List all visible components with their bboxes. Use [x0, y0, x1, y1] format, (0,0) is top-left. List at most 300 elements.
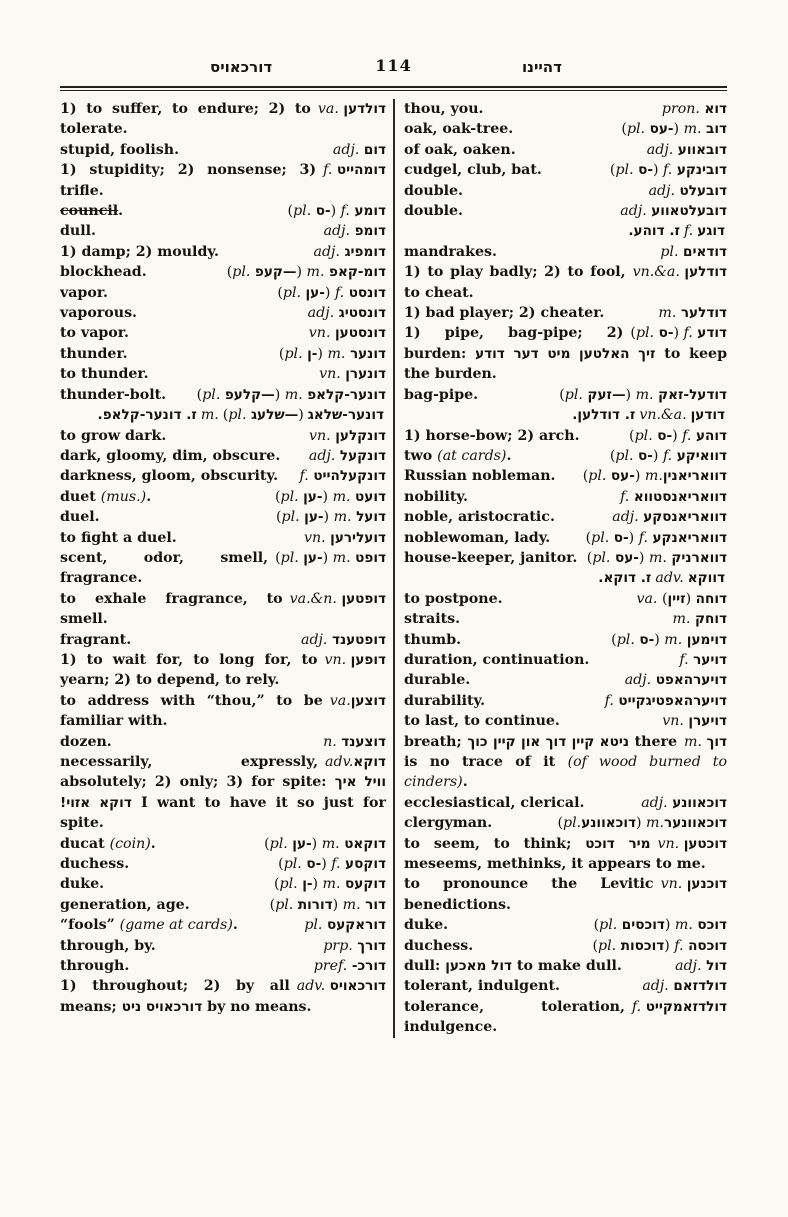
hebrew-text: דול — [706, 958, 727, 975]
grammar-tag: adj. — [642, 978, 674, 995]
entry-definition — [60, 876, 104, 892]
entry-headword — [630, 323, 727, 343]
entry-headword — [333, 140, 386, 160]
definition-text: “fools” — [60, 917, 120, 934]
definition-text: durable. — [404, 672, 471, 689]
entry-definition — [404, 591, 503, 607]
grammar-tag: vn. — [308, 325, 335, 342]
definition-text: ( — [629, 427, 635, 444]
hebrew-text: דוכטען — [683, 835, 727, 852]
dictionary-entry — [404, 874, 727, 915]
dictionary-entry — [404, 466, 727, 486]
grammar-tag: vn.&a. — [632, 264, 685, 281]
entry-headword — [636, 589, 727, 609]
entry-headword — [583, 466, 727, 486]
entry-headword — [275, 487, 386, 507]
definition-text: . — [506, 447, 512, 464]
grammar-tag: pl. — [275, 896, 298, 913]
definition-text: I want to have it so just for spite. — [60, 794, 386, 832]
dictionary-entry — [404, 140, 727, 160]
entry-definition — [404, 876, 654, 912]
dictionary-entry — [60, 426, 386, 446]
entry-definition — [60, 325, 129, 341]
grammar-tag: m. — [342, 896, 366, 913]
definition-text: duke. — [404, 917, 449, 934]
grammar-tag: adj. — [620, 203, 652, 220]
grammar-tag: pl. — [202, 386, 225, 403]
grammar-tag: m. — [664, 631, 687, 648]
dictionary-entry — [404, 915, 727, 935]
hebrew-text: דוב — [706, 121, 727, 138]
dictionary-entry — [404, 589, 727, 609]
hebrew-text: -ס — [638, 447, 653, 464]
dictionary-entry — [60, 507, 386, 527]
entry-definition — [404, 203, 463, 219]
hebrew-text: זיך האלטען מיט דער דודע — [475, 345, 656, 362]
grammar-tag: m. — [200, 407, 219, 424]
entry-headword — [330, 691, 386, 711]
grammar-tag: pref. — [313, 958, 352, 975]
grammar-tag: f. — [663, 162, 677, 179]
hebrew-text: דודלען — [684, 264, 727, 281]
dictionary-entry — [60, 344, 386, 364]
hebrew-text: דור — [365, 896, 386, 913]
entry-headword — [632, 997, 727, 1017]
entry-headword — [649, 181, 727, 201]
header-rule — [60, 86, 727, 91]
definition-text: oak, oak-tree. — [404, 121, 514, 138]
definition-text: to seem, to think; — [404, 835, 586, 852]
grammar-tag: adj. — [332, 141, 364, 158]
definition-text: duet — [60, 488, 101, 505]
hebrew-text: ז. דוהע. — [628, 223, 680, 240]
grammar-tag: f. — [334, 284, 349, 301]
grammar-tag: vn. — [324, 651, 351, 668]
hebrew-text: דוקעס — [345, 876, 386, 893]
definition-text: ( — [269, 896, 276, 913]
definition-text: ducat — [60, 835, 110, 852]
entry-headword — [314, 242, 386, 262]
dictionary-entry — [60, 303, 386, 323]
hebrew-text: דונסטען — [334, 325, 386, 342]
dictionary-entry — [404, 303, 727, 323]
dictionary-entry — [404, 487, 727, 507]
hebrew-text: —זעק — [587, 386, 626, 403]
hebrew-text: דויערן — [688, 713, 727, 730]
grammar-tag: (game at cards) — [119, 917, 233, 934]
grammar-tag: pl. — [635, 325, 659, 342]
column-left — [60, 99, 393, 1038]
entry-definition — [60, 652, 317, 688]
grammar-tag: pl. — [598, 937, 621, 954]
entry-definition — [60, 285, 108, 301]
definition-text: through, by. — [60, 937, 156, 954]
entry-headword — [675, 956, 727, 976]
entry-headword — [274, 874, 386, 894]
grammar-tag: f. — [682, 427, 696, 444]
dictionary-entry — [60, 364, 386, 384]
definition-text: ( — [609, 162, 616, 179]
hebrew-text: -ס — [658, 325, 674, 342]
definition-text: ( — [611, 631, 617, 648]
hebrew-text: דום — [363, 141, 386, 158]
entry-definition — [404, 305, 604, 321]
entry-definition — [404, 142, 516, 158]
dictionary-entry — [60, 956, 386, 976]
grammar-tag: va.&n. — [289, 590, 342, 607]
dictionary-columns — [60, 99, 727, 1038]
definition-text: ) — [330, 203, 341, 220]
dictionary-entry — [404, 813, 727, 833]
definition-text: noblewoman, lady. — [404, 529, 551, 546]
definition-text: ) — [654, 631, 665, 648]
entry-headword — [559, 385, 727, 405]
definition-text: thumb. — [404, 631, 462, 648]
grammar-tag: m. — [683, 121, 707, 138]
entry-definition — [404, 530, 550, 546]
hebrew-text: ז. דוקא. — [598, 570, 652, 587]
entry-definition — [60, 305, 137, 321]
entry-headword — [620, 487, 727, 507]
definition-text: . — [118, 203, 124, 220]
dictionary-entry — [60, 283, 386, 303]
definition-text: duel. — [60, 509, 100, 526]
definition-text: ( — [274, 876, 280, 893]
definition-text: ) — [625, 386, 636, 403]
hebrew-text: דועל — [356, 509, 386, 526]
grammar-tag: pl. — [283, 856, 307, 873]
hebrew-text: -ס — [639, 631, 655, 648]
definition-text: generation, age. — [60, 896, 190, 913]
grammar-tag: pl. — [626, 121, 650, 138]
hebrew-text: דוקאט — [344, 835, 386, 852]
grammar-tag: pl. — [660, 243, 683, 260]
dictionary-entry — [404, 650, 727, 670]
entry-definition — [404, 917, 448, 933]
definition-text: ) — [317, 345, 328, 362]
entry-headword — [308, 303, 386, 323]
entry-definition — [404, 734, 727, 791]
hebrew-text: דווארניק — [671, 549, 727, 566]
entry-definition — [60, 203, 123, 219]
hebrew-text: —קעפ — [254, 264, 297, 281]
dictionary-entry — [404, 793, 727, 813]
definition-text: necessarily, expressly, absolutely; 2) only; 3) for spite: — [60, 754, 335, 791]
grammar-tag: m. — [635, 386, 659, 403]
definition-text: duchess. — [60, 856, 130, 873]
dictionary-entry — [60, 854, 386, 874]
dictionary-entry — [404, 609, 727, 629]
grammar-tag: pron. — [661, 101, 705, 117]
entry-headword — [300, 466, 386, 486]
definition-text: to grow dark. — [60, 427, 167, 444]
grammar-tag: pl. — [280, 549, 304, 566]
dictionary-entry — [404, 691, 727, 711]
entry-definition — [60, 244, 219, 260]
cross-reference-line — [404, 568, 727, 588]
dictionary-entry — [404, 242, 727, 262]
hebrew-text: דודע — [697, 325, 727, 342]
hebrew-text: דונסט — [348, 284, 386, 301]
grammar-tag: f. — [638, 529, 653, 546]
dictionary-entry — [60, 487, 386, 507]
hebrew-text: דוחה — [695, 590, 727, 607]
grammar-tag: adv. — [655, 570, 684, 587]
entry-headword — [658, 834, 728, 854]
dictionary-entry — [60, 589, 386, 630]
grammar-tag: f. — [662, 447, 677, 464]
dictionary-entry — [404, 711, 727, 731]
dictionary-entry — [404, 181, 727, 201]
dictionary-entry — [60, 160, 386, 201]
hebrew-text: דומפיג — [344, 243, 386, 260]
definition-text: ) — [636, 815, 647, 832]
grammar-tag: m. — [332, 488, 356, 505]
entry-definition — [404, 468, 556, 484]
grammar-tag: m. — [306, 264, 330, 281]
grammar-tag: pl. — [282, 284, 306, 301]
grammar-tag: f. — [679, 651, 694, 668]
grammar-tag: f. — [683, 325, 698, 342]
entry-definition — [404, 938, 473, 954]
hebrew-text: דוקא — [353, 754, 386, 770]
hebrew-text: דולדזאמקייט — [645, 998, 727, 1015]
hebrew-text: דונער-שלאג — [307, 407, 384, 424]
entry-headword — [325, 752, 386, 772]
grammar-tag: pl. — [564, 386, 588, 403]
definition-text: ) — [321, 856, 332, 873]
definition-text: dull. — [60, 223, 96, 240]
hebrew-text: דוואיקע — [676, 447, 727, 464]
definition-text: ) — [673, 325, 684, 342]
entry-headword — [304, 915, 386, 935]
entry-headword — [658, 303, 727, 323]
definition-text: ) — [323, 509, 334, 526]
definition-text: to fight a duel. — [60, 529, 177, 546]
hebrew-text: -ען — [303, 549, 323, 566]
grammar-tag: va. — [317, 101, 344, 117]
guide-word-right: דהיינו — [522, 58, 562, 76]
definition-text: through. — [60, 958, 130, 975]
dictionary-entry — [404, 201, 727, 221]
dictionary-entry — [60, 385, 386, 405]
entry-headword — [610, 160, 727, 180]
entry-headword — [661, 874, 727, 894]
dictionary-entry — [60, 895, 386, 915]
hebrew-text: זיין — [667, 590, 686, 607]
dictionary-entry — [404, 976, 727, 996]
grammar-tag: adj. — [323, 223, 355, 240]
entry-definition — [60, 958, 129, 974]
entry-definition — [404, 713, 560, 729]
grammar-tag: va. — [329, 692, 351, 709]
entry-headword — [197, 385, 386, 405]
definition-text: 1) bad player; 2) cheater. — [404, 305, 605, 322]
definition-text: tolerant, indulgent. — [404, 978, 560, 995]
grammar-tag: f. — [683, 223, 694, 240]
hebrew-text: -ס — [315, 203, 331, 220]
grammar-tag: pl. — [616, 631, 640, 648]
dictionary-entry — [404, 160, 727, 180]
definition-text: of oak, oaken. — [404, 141, 516, 158]
entry-definition — [60, 591, 283, 627]
hebrew-text: דוכסות — [620, 937, 665, 954]
dictionary-entry — [60, 752, 386, 834]
entry-headword — [304, 528, 386, 548]
cross-reference-line — [60, 405, 386, 425]
grammar-tag: f. — [604, 692, 619, 709]
hebrew-text: -עס — [614, 549, 639, 566]
definition-text: ) — [638, 549, 649, 566]
dictionary-entry — [404, 548, 727, 568]
definition-text: to last, to continue. — [404, 713, 560, 730]
hebrew-text: דוראקעס — [326, 917, 386, 934]
entry-definition — [404, 387, 478, 403]
definition-text: duration, continuation. — [404, 651, 590, 668]
definition-text: ( — [621, 121, 627, 138]
hebrew-text: דודאים — [682, 243, 727, 260]
entry-headword — [633, 262, 727, 282]
definition-text: to pronounce the Levitic benedictions. — [404, 876, 654, 913]
entry-headword — [227, 262, 386, 282]
definition-text: thunder. — [60, 345, 128, 362]
entry-definition — [60, 468, 278, 484]
grammar-tag: m. — [648, 549, 672, 566]
entry-definition — [60, 632, 131, 648]
dictionary-entry — [60, 650, 386, 691]
grammar-tag: n. — [323, 733, 342, 750]
grammar-tag: m. — [674, 917, 698, 934]
definition-text: 1) stupidity; 2) nonsense; 3) trifle. — [60, 162, 317, 199]
grammar-tag: m. — [332, 549, 356, 566]
dictionary-entry — [404, 507, 727, 527]
entry-headword — [309, 446, 386, 466]
definition-text: ( — [585, 529, 592, 546]
definition-text: ) — [628, 529, 639, 546]
hebrew-text: —שלעג — [250, 407, 299, 424]
definition-text: mandrakes. — [404, 243, 497, 260]
hebrew-text: -ען — [303, 488, 323, 505]
hebrew-text: דורכאויס — [329, 978, 386, 995]
definition-text: thou, you. — [404, 101, 484, 117]
definition-text: to address with “thou,” to be familiar with. — [60, 692, 323, 730]
hebrew-text: דויערהאפט — [655, 672, 727, 689]
entry-headword — [324, 650, 386, 670]
definition-text: ) — [634, 468, 645, 485]
grammar-tag: m. — [672, 611, 695, 628]
grammar-tag: adv. — [296, 978, 330, 995]
dictionary-entry — [60, 630, 386, 650]
dictionary-entry — [60, 99, 386, 140]
definition-text: stupid, foolish. — [60, 141, 180, 158]
entry-headword — [318, 99, 386, 119]
grammar-tag: (at cards) — [437, 447, 507, 464]
entry-headword — [278, 854, 386, 874]
entry-definition — [60, 917, 238, 933]
definition-text: ) — [653, 162, 664, 179]
entry-headword — [323, 936, 386, 956]
grammar-tag: prp. — [323, 937, 358, 954]
hebrew-text: דוך — [706, 733, 727, 750]
entry-headword — [314, 956, 386, 976]
entry-headword — [594, 915, 727, 935]
definition-text: to keep the burden. — [404, 345, 727, 383]
definition-text: ) — [685, 590, 696, 607]
definition-text: vapor. — [60, 284, 108, 301]
entry-definition — [60, 836, 156, 852]
dictionary-entry — [60, 466, 386, 486]
cross-reference-line — [404, 405, 727, 425]
entry-headword — [660, 242, 727, 262]
hebrew-text: דוצענד — [341, 733, 386, 750]
dictionary-entry — [60, 548, 386, 589]
entry-headword — [605, 691, 727, 711]
definition-text: 1) to suffer, to endure; 2) to tolerate. — [60, 101, 311, 138]
hebrew-text: ניטא קיין דוך און קיין כוך — [467, 733, 629, 750]
definition-text: by no means. — [202, 998, 312, 1015]
entry-definition — [404, 183, 463, 199]
hebrew-text: -ען — [292, 835, 312, 852]
definition-text: ( — [609, 447, 616, 464]
definition-text: tolerance, toleration, indulgence. — [404, 998, 625, 1036]
entry-definition — [60, 223, 96, 239]
definition-text: ) — [322, 488, 333, 505]
page-number: 114 — [375, 56, 412, 75]
entry-definition — [60, 509, 100, 525]
grammar-tag: adj. — [300, 631, 332, 648]
entry-headword — [323, 160, 386, 180]
definition-text: ) — [311, 835, 322, 852]
grammar-tag: m. — [684, 733, 707, 750]
entry-headword — [288, 201, 386, 221]
entry-definition — [60, 142, 179, 158]
hebrew-text: דועט — [355, 488, 386, 505]
entry-definition — [404, 121, 513, 137]
guide-word-left: דורכאויס — [210, 58, 273, 76]
definition-text: ( — [630, 325, 636, 342]
grammar-tag: f. — [674, 937, 689, 954]
grammar-tag: pl. — [634, 427, 658, 444]
definition-text: there is no trace of it — [404, 733, 677, 770]
entry-headword — [679, 650, 727, 670]
grammar-tag: adj. — [648, 182, 680, 199]
dictionary-entry — [404, 997, 727, 1038]
hebrew-text: -ען — [304, 509, 324, 526]
entry-definition — [404, 162, 542, 178]
entry-definition — [60, 897, 190, 913]
hebrew-text: דובעלטאווע — [651, 203, 727, 220]
grammar-tag: vn. — [662, 713, 689, 730]
entry-headword — [324, 221, 386, 241]
plural-group — [223, 407, 304, 423]
grammar-tag: (of wood burned to cinders) — [404, 754, 727, 791]
hebrew-text: דורכאויס ניט — [121, 998, 203, 1015]
dictionary-entry — [60, 691, 386, 732]
hebrew-text: דודעל-זאק — [658, 386, 727, 403]
dictionary-entry — [60, 732, 386, 752]
definition-text: vaporous. — [60, 305, 137, 322]
entry-headword — [270, 895, 386, 915]
definition-text: ) — [322, 549, 333, 566]
dictionary-entry — [404, 262, 727, 303]
hebrew-text: דובעלט — [679, 182, 727, 199]
hebrew-text: דוכסים — [621, 917, 665, 934]
definition-text: ) — [664, 937, 675, 954]
definition-text: ) — [324, 284, 335, 301]
definition-text: ( — [264, 835, 270, 852]
definition-text: ( — [582, 468, 589, 485]
hebrew-text: דוואריאנסקע — [643, 509, 727, 526]
